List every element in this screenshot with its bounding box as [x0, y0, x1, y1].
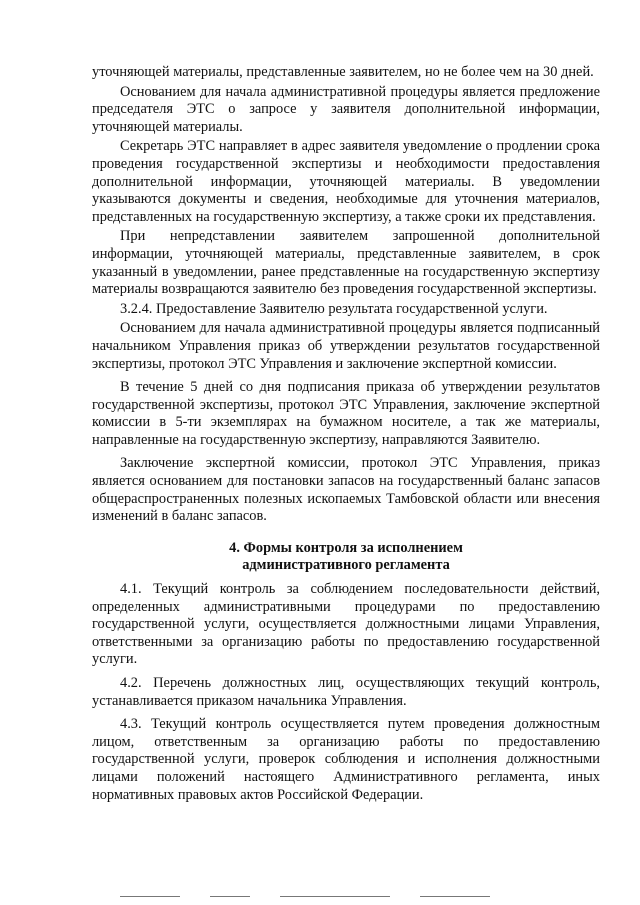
document-page: [92, 64, 600, 806]
paragraph-4-3: 4.3. Текущий контроль осуществляется путем проведения должностным лицом, ответственным за организацию работы по предоставлению государственной услуги, проверок соблюдения и исполнения должностными лицами положений настоящего Административного регламента, иных нормативных правовых актов Российской Федерации.: [92, 716, 600, 803]
paragraph-five-days: В течение 5 дней со дня подписания приказа об утверждении результатов государственной экспертизы, протокол ЭТС Управления, заключение экспертной комиссии в 5-ти экземплярах на бумажном носителе, а так же материалы, направленные на государственную экспертизу, направляются Заявителю.: [92, 379, 600, 448]
paragraph-4-1: 4.1. Текущий контроль за соблюдением последовательности действий, определенных административными процедурами по предоставлению государственной услуги, осуществляется должностными лицами Управления, ответственными за организацию работы по предоставлению государственной услуги.: [92, 581, 600, 668]
paragraph-subsection-3-2-4: 3.2.4. Предоставление Заявителю результата государственной услуги.: [120, 300, 548, 317]
paragraph-secretary-notice: Секретарь ЭТС направляет в адрес заявителя уведомление о продлении срока проведения государственной экспертизы и необходимости предоставления дополнительной информации, уточняющей материалы. В уведомлении указываются документы и сведения, необходимые для уточнения материалов, представленных на государственную экспертизу, а также сроки их представления.: [92, 138, 600, 225]
paragraph-expert-conclusion: Заключение экспертной комиссии, протокол ЭТС Управления, приказ является основанием для постановки запасов на государственный баланс запасов общераспространенных полезных ископаемых Тамбовской области или внесения изменений в баланс запасов.: [92, 455, 600, 525]
paragraph-non-submission: При непредставлении заявителем запрошенной дополнительной информации, уточняющей материалы, представленные заявителем, в срок указанный в уведомлении, ранее представленные на государственную экспертизу материалы возвращаются заявителю без проведения государственной экспертизы.: [92, 228, 600, 298]
section-heading-line-1: 4. Формы контроля за исполнением: [229, 539, 463, 556]
paragraph-4-2: 4.2. Перечень должностных лиц, осуществляющих текущий контроль, устанавливается приказом начальника Управления.: [92, 675, 600, 709]
paragraph-basis-request: Основанием для начала административной процедуры является предложение председателя ЭТС о запросе у заявителя дополнительной информации, уточняющей материалы.: [92, 83, 600, 135]
paragraph-continuation: уточняющей материалы, представленные заявителем, но не более чем на 30 дней.: [92, 64, 594, 80]
scan-edge-artifact: [120, 894, 540, 900]
section-heading-line-2: административного регламента: [242, 557, 450, 574]
paragraph-basis-order: Основанием для начала административной процедуры является подписанный начальником Управления приказ об утверждении результатов государственной экспертизы, протокол ЭТС Управления и заключение экспертной комиссии.: [92, 320, 600, 372]
section-heading-4: [92, 540, 600, 575]
